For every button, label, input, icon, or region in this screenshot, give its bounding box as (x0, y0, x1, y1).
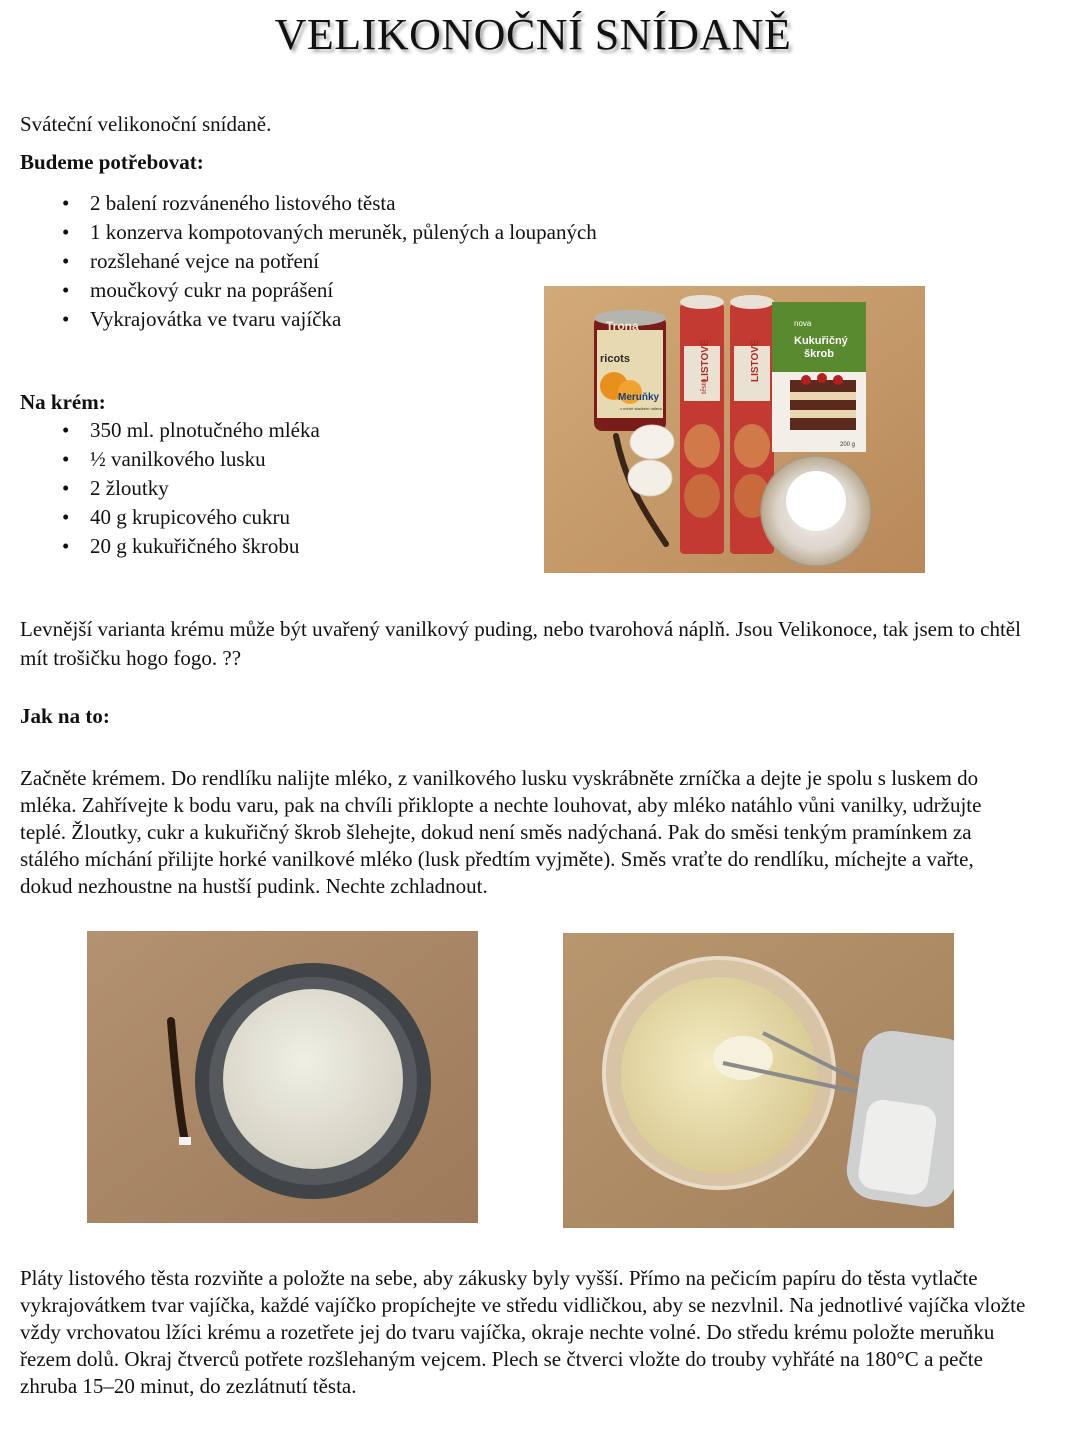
intro-text: Sváteční velikonoční snídaně. (20, 112, 272, 136)
page-title: VELIKONOČNÍ SNÍDANĚ (274, 10, 792, 59)
can-label-text: Meruňky (618, 392, 660, 403)
box-weight-text: 200 g (840, 442, 856, 448)
list-item: • ½ vanilkového lusku (20, 445, 320, 474)
list-item: • 40 g krupicového cukru (20, 503, 320, 532)
milk-pan-photo (87, 931, 478, 1223)
box-brand-text: nova (794, 319, 812, 328)
list-item: • 350 ml. plnotučného mléka (20, 416, 320, 445)
ingredients-photo (544, 286, 925, 573)
dough-label-text-2: LISTOVÉ (750, 339, 761, 382)
list-item: • 20 g kukuřičného škrobu (20, 532, 320, 561)
list-item: • rozšlehané vejce na potření (20, 247, 597, 276)
method-paragraph-1: Začněte krémem. Do rendlíku nalijte mléko, z vanilkového lusku vyskrábněte zrníčka a dejte je spolu s luskem do mléka. Zahřívejte k bodu varu, pak na chvíli přiklopte a nechte louhovat, aby mléko natáhlo vůni vanilky, udržujte teplé. Žloutky, cukr a kukuřičný škrob šlehejte, dokud není směs nadýchaná. Pak do směsi tenkým pramínkem za stálého míchání přilijte horké vanilkové mléko (lusk předtím vyjměte). Směs vraťte do rendlíku, míchejte a vařte, dokud nezhoustne na hustší pudink. Nechte zchladnout. (20, 766, 982, 898)
whisking-photo (563, 933, 954, 1228)
box-title-text: Kukuřičný (794, 335, 848, 347)
dough-sub-text: těsto (699, 378, 708, 394)
ingredients-list (20, 189, 597, 334)
method-heading: Jak na to: (20, 704, 110, 728)
list-item: • 1 konzerva kompotovaných meruněk, půlených a loupaných (20, 218, 597, 247)
cream-heading: Na krém: (20, 390, 106, 414)
list-item: • 2 balení rozváneného listového těsta (20, 189, 597, 218)
can-small-text: v mírně sladkém nálevu (620, 406, 663, 411)
list-item: • 2 žloutky (20, 474, 320, 503)
note-paragraph: Levnější varianta krému může být uvařený vanilkový puding, nebo tvarohová náplň. Jsou Velikonoce, tak jsem to chtěl mít trošičku hogo fogo. ?? (20, 617, 1021, 670)
method-paragraph-2: Pláty listového těsta rozviňte a položte na sebe, aby zákusky byly vyšší. Přímo na pečicím papíru do těsta vytlačte vykrajovátkem tvar vajíčka, každé vajíčko propíchejte ve středu vidličkou, aby se nezvlnil. Na jednotlivé vajíčka vložte vždy vrchovatou lžíci krému a rozetřete jej do tvaru vajíčka, okraje nechte volné. Do středu krému položte meruňku řezem dolů. Okraj čtverců potřete rozšlehaným vejcem. Plech se čtverci vložte do trouby vyhřáté na 180°C a pečte zhruba 15–20 minut, do zezlátnutí těsta. (20, 1266, 1026, 1398)
ingredients-heading: Budeme potřebovat: (20, 150, 204, 174)
box-subtitle-text: škrob (804, 348, 834, 360)
list-item: • Vykrajovátka ve tvaru vajíčka (20, 305, 597, 334)
dough-label-text: LISTOVÉ (700, 339, 711, 382)
can-brand-text: Trona (606, 319, 639, 333)
can-text: ricots (600, 353, 630, 365)
list-item: • moučkový cukr na poprášení (20, 276, 597, 305)
cream-list (20, 416, 320, 561)
